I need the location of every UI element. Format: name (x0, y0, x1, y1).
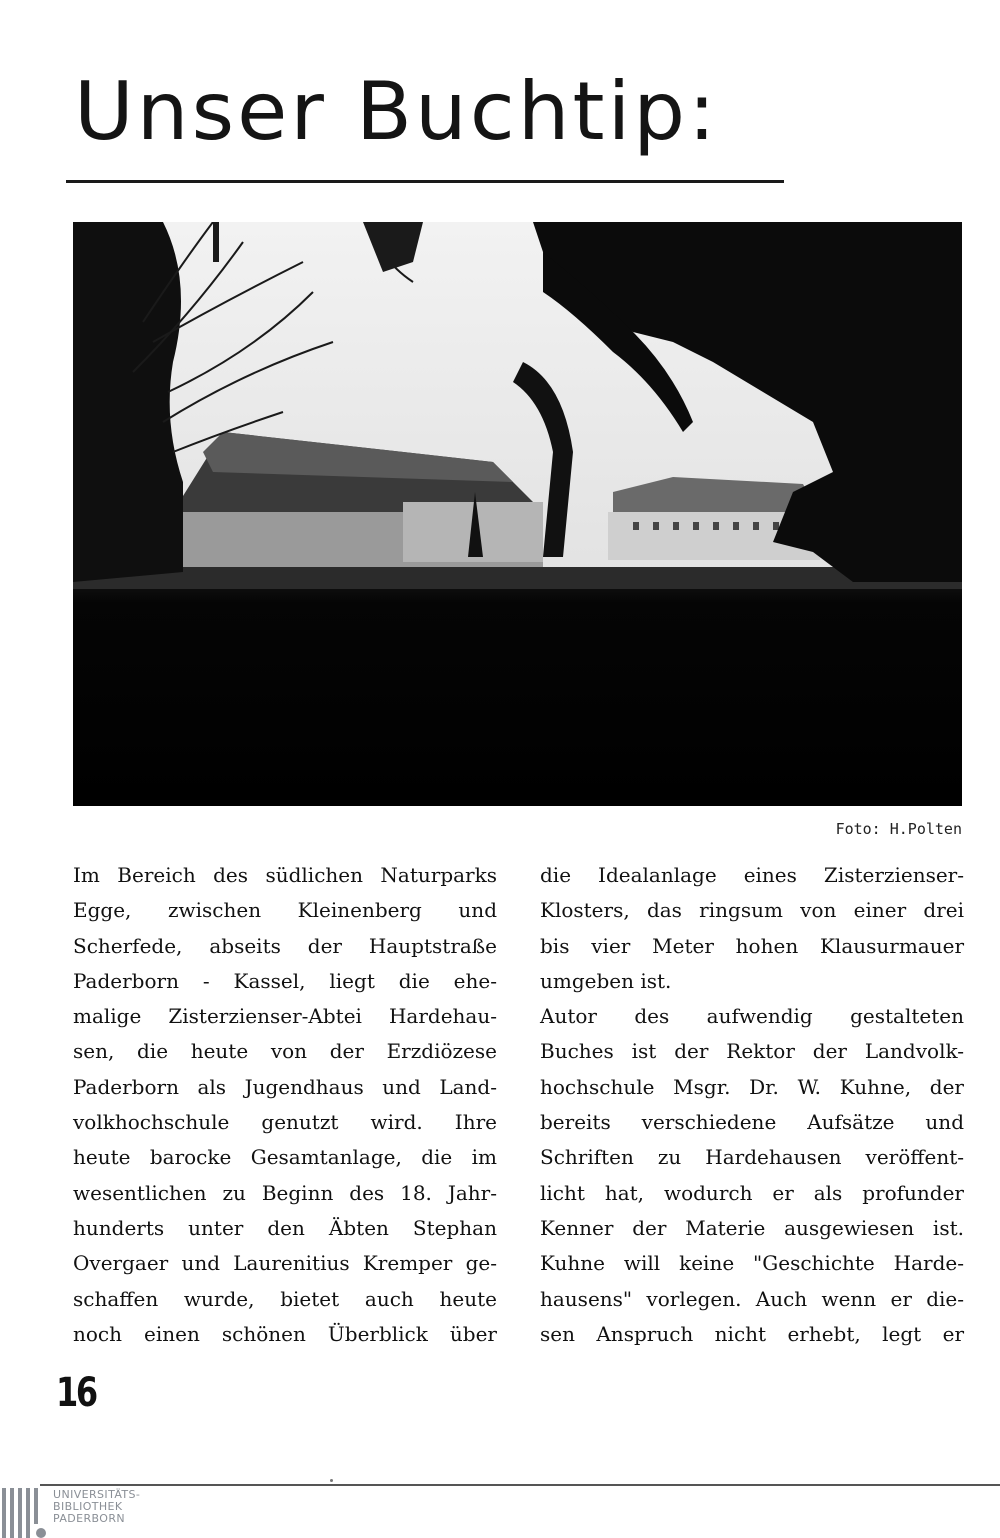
text-line: hochschule Msgr. Dr. W. Kuhne, der (540, 1074, 964, 1099)
text-line: malige Zisterzienser-Abtei Hardehau- (73, 1004, 497, 1029)
logo-line: UNIVERSITÄTS- (53, 1488, 141, 1501)
text-line: Overgaer und Laurenitius Kremper ge- (73, 1251, 497, 1276)
photo-abbey (73, 222, 962, 806)
text-line: wesentlichen zu Beginn des 18. Jahr- (73, 1180, 497, 1205)
text-line: sen Anspruch nicht erhebt, legt er (540, 1321, 964, 1346)
text-line: volkhochschule genutzt wird. Ihre (73, 1110, 497, 1135)
text-line: umgeben ist. (540, 968, 672, 993)
text-line: Klosters, das ringsum von einer drei (540, 898, 964, 923)
text-line: hunderts unter den Äbten Stephan (73, 1215, 497, 1240)
page-title: Unser Buchtip: (74, 65, 719, 158)
text-line: Paderborn als Jugendhaus und Land- (73, 1074, 497, 1099)
library-logo-icon (0, 1488, 52, 1538)
text-line: Kuhne will keine "Geschichte Harde- (540, 1251, 964, 1276)
text-line: sen, die heute von der Erzdiözese (73, 1039, 497, 1064)
article-column-left (73, 858, 497, 1352)
text-line: heute barocke Gesamtanlage, die im (73, 1145, 497, 1170)
text-line: schaffen wurde, bietet auch heute (73, 1286, 497, 1311)
photo-credit: Foto: H.Polten (835, 820, 962, 838)
text-line: licht hat, wodurch er als profunder (540, 1180, 964, 1205)
library-logo-text (53, 1489, 140, 1525)
photo-image (73, 222, 962, 806)
text-line: Schriften zu Hardehausen veröffent- (540, 1145, 964, 1170)
text-line: die Idealanlage eines Zisterzienser- (540, 863, 964, 887)
article-column-right (540, 858, 964, 1352)
text-line: Buches ist der Rektor der Landvolk- (540, 1039, 964, 1064)
footer-dot (330, 1479, 333, 1482)
logo-line: BIBLIOTHEK (53, 1500, 123, 1513)
text-line: Kenner der Materie ausgewiesen ist. (540, 1215, 964, 1240)
text-line: bereits verschiedene Aufsätze und (540, 1110, 964, 1135)
footer-divider (40, 1484, 1000, 1486)
text-line: bis vier Meter hohen Klausurmauer (540, 933, 964, 958)
text-line: Paderborn - Kassel, liegt die ehe- (73, 968, 497, 993)
text-line: Egge, zwischen Kleinenberg und (73, 898, 497, 923)
text-line: Scherfede, abseits der Hauptstraße (73, 933, 497, 958)
logo-line: PADERBORN (53, 1512, 126, 1525)
text-line: noch einen schönen Überblick über (73, 1321, 497, 1346)
text-line: Im Bereich des südlichen Naturparks (73, 863, 497, 887)
title-underline (66, 180, 784, 183)
text-line: Autor des aufwendig gestalteten (540, 1004, 964, 1029)
library-logo (0, 1488, 140, 1538)
text-line: hausens" vorlegen. Auch wenn er die- (540, 1286, 964, 1311)
page-number: 16 (56, 1370, 96, 1416)
